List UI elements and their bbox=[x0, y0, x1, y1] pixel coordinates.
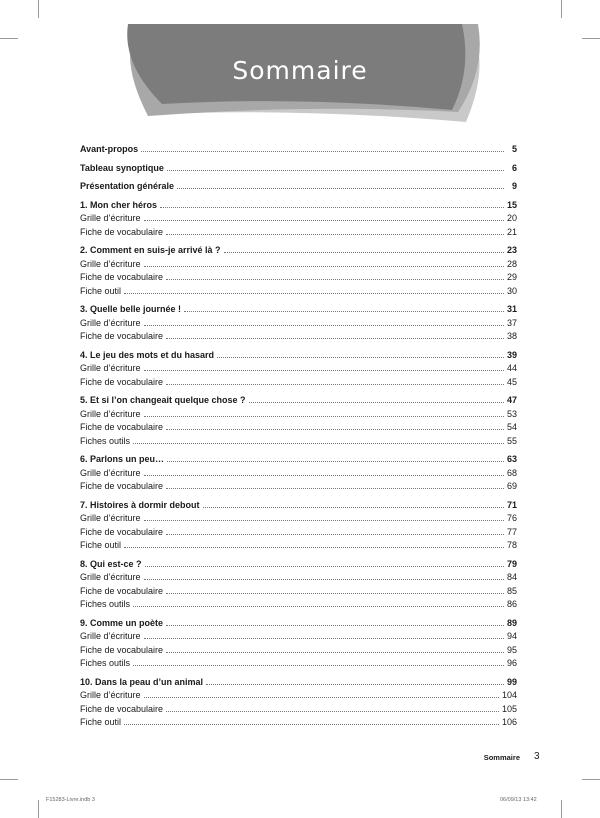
toc-sub-entry bbox=[80, 271, 517, 285]
toc-entry-label: 1. Mon cher héros bbox=[80, 199, 158, 210]
toc-entry-page: 79 bbox=[506, 558, 517, 569]
toc-section-entry bbox=[80, 303, 517, 317]
toc-entry-page: 95 bbox=[506, 644, 517, 655]
toc-section-entry bbox=[80, 617, 517, 631]
page-title: Sommaire bbox=[232, 56, 368, 85]
toc-sub-entry bbox=[80, 689, 517, 703]
toc-entry-page: 105 bbox=[501, 703, 517, 714]
toc-sub-entry bbox=[80, 657, 517, 671]
toc-entry-page: 78 bbox=[506, 540, 517, 550]
toc-entry-label: Fiches outils bbox=[80, 435, 131, 446]
dot-leader bbox=[166, 376, 504, 385]
toc-entry-page: 85 bbox=[506, 585, 517, 596]
toc-entry-page: 30 bbox=[506, 285, 517, 296]
page-number: 3 bbox=[534, 751, 540, 762]
toc-sub-entry bbox=[80, 435, 517, 449]
dot-leader bbox=[144, 258, 504, 267]
dot-leader bbox=[167, 453, 504, 462]
dot-leader bbox=[166, 585, 504, 594]
toc-entry-label: Fiche de vocabulaire bbox=[80, 585, 164, 596]
toc-sub-entry bbox=[80, 630, 517, 644]
toc-entry-label: Fiche de vocabulaire bbox=[80, 526, 164, 537]
toc-entry-label: Fiche de vocabulaire bbox=[80, 422, 164, 432]
dot-leader bbox=[224, 244, 504, 253]
toc-section-entry bbox=[80, 162, 517, 176]
toc-sub-entry bbox=[80, 376, 517, 390]
toc-entry-label: Grille d’écriture bbox=[80, 572, 141, 582]
toc-sub-entry bbox=[80, 408, 517, 422]
dot-leader bbox=[145, 558, 504, 567]
toc-entry-label: 5. Et si l’on changeait quelque chose ? bbox=[80, 395, 246, 405]
dot-leader bbox=[184, 303, 504, 312]
dot-leader bbox=[166, 703, 499, 712]
dot-leader bbox=[141, 143, 504, 152]
toc-sub-entry bbox=[80, 362, 517, 376]
toc-sub-entry bbox=[80, 539, 517, 553]
toc-sub-entry bbox=[80, 716, 517, 730]
toc-section-entry bbox=[80, 676, 517, 690]
title-banner bbox=[0, 0, 600, 140]
dot-leader bbox=[166, 226, 504, 235]
toc-sub-entry bbox=[80, 226, 517, 240]
toc-entry-label: Fiches outils bbox=[80, 599, 131, 609]
toc-entry-page: 86 bbox=[506, 599, 517, 609]
toc-entry-label: Fiche de vocabulaire bbox=[80, 272, 164, 282]
toc-entry-label: 3. Quelle belle journée ! bbox=[80, 304, 182, 314]
toc-entry-page: 106 bbox=[501, 717, 517, 727]
toc-entry-label: Fiche de vocabulaire bbox=[80, 226, 164, 237]
printer-slug-file: F15283-Livre.indb 3 bbox=[46, 797, 95, 803]
toc-section-entry bbox=[80, 199, 517, 213]
toc-entry-page: 20 bbox=[506, 213, 517, 223]
dot-leader bbox=[166, 480, 504, 489]
toc-entry-page: 23 bbox=[506, 245, 517, 255]
dot-leader bbox=[144, 362, 504, 371]
dot-leader bbox=[144, 689, 499, 698]
dot-leader bbox=[133, 435, 504, 444]
dot-leader bbox=[133, 598, 504, 607]
dot-leader bbox=[203, 499, 504, 508]
dot-leader bbox=[206, 676, 504, 685]
toc-entry-page: 77 bbox=[506, 526, 517, 537]
toc-entry-label: Grille d’écriture bbox=[80, 467, 141, 478]
toc-entry-page: 71 bbox=[506, 499, 517, 510]
toc-entry-label: 6. Parlons un peu… bbox=[80, 454, 165, 464]
dot-leader bbox=[144, 408, 504, 417]
dot-leader bbox=[166, 644, 504, 653]
toc-entry-label: Avant-propos bbox=[80, 144, 139, 154]
toc-entry-label: 10. Dans la peau d’un animal bbox=[80, 676, 204, 687]
toc-entry-label: 7. Histoires à dormir debout bbox=[80, 499, 200, 510]
dot-leader bbox=[124, 539, 504, 548]
toc-section-entry bbox=[80, 244, 517, 258]
toc-entry-page: 21 bbox=[506, 226, 517, 237]
dot-leader bbox=[144, 512, 504, 521]
dot-leader bbox=[177, 180, 504, 189]
toc-section-entry bbox=[80, 394, 517, 408]
toc-sub-entry bbox=[80, 585, 517, 599]
toc-sub-entry bbox=[80, 598, 517, 612]
toc-sub-entry bbox=[80, 480, 517, 494]
toc-entry-label: Fiche de vocabulaire bbox=[80, 331, 164, 341]
toc-sub-entry bbox=[80, 285, 517, 299]
toc-section-entry bbox=[80, 499, 517, 513]
toc-section-entry bbox=[80, 143, 517, 157]
toc-entry-page: 29 bbox=[506, 272, 517, 282]
toc-entry-page: 9 bbox=[511, 181, 517, 191]
toc-entry-label: Fiche outil bbox=[80, 717, 122, 727]
toc-entry-page: 39 bbox=[506, 349, 517, 360]
dot-leader bbox=[166, 526, 504, 535]
crop-mark bbox=[0, 779, 18, 780]
toc-entry-label: Fiche outil bbox=[80, 540, 122, 550]
dot-leader bbox=[167, 162, 504, 171]
toc-entry-page: 31 bbox=[506, 304, 517, 314]
toc-entry-page: 99 bbox=[506, 676, 517, 687]
toc-sub-entry bbox=[80, 317, 517, 331]
dot-leader bbox=[166, 617, 504, 626]
toc-entry-label: Fiche de vocabulaire bbox=[80, 481, 164, 491]
toc-entry-page: 5 bbox=[511, 144, 517, 154]
toc-entry-page: 44 bbox=[506, 363, 517, 373]
toc-entry-page: 38 bbox=[506, 331, 517, 341]
dot-leader bbox=[249, 394, 504, 403]
toc-sub-entry bbox=[80, 644, 517, 658]
toc-entry-label: Grille d’écriture bbox=[80, 408, 141, 419]
toc-entry-label: 8. Qui est-ce ? bbox=[80, 558, 142, 569]
crop-mark bbox=[38, 800, 39, 818]
toc-entry-label: Présentation générale bbox=[80, 181, 175, 191]
toc-section-entry bbox=[80, 180, 517, 194]
toc-sub-entry bbox=[80, 258, 517, 272]
toc-entry-page: 55 bbox=[506, 435, 517, 446]
toc-entry-label: Fiche de vocabulaire bbox=[80, 644, 164, 655]
toc-entry-page: 63 bbox=[506, 454, 517, 464]
toc-section-entry bbox=[80, 453, 517, 467]
toc-entry-page: 94 bbox=[506, 631, 517, 641]
toc-entry-page: 76 bbox=[506, 513, 517, 523]
toc-sub-entry bbox=[80, 467, 517, 481]
dot-leader bbox=[160, 199, 504, 208]
dot-leader bbox=[166, 271, 504, 280]
toc-sub-entry bbox=[80, 512, 517, 526]
toc-entry-label: Grille d’écriture bbox=[80, 258, 141, 269]
running-footer-label: Sommaire bbox=[483, 753, 520, 762]
dot-leader bbox=[124, 285, 504, 294]
toc-entry-label: Tableau synoptique bbox=[80, 162, 164, 173]
toc-sub-entry bbox=[80, 526, 517, 540]
toc-entry-label: Grille d’écriture bbox=[80, 513, 141, 523]
toc-sub-entry bbox=[80, 330, 517, 344]
toc-section-entry bbox=[80, 349, 517, 363]
toc-entry-page: 89 bbox=[506, 617, 517, 628]
toc-sub-entry bbox=[80, 212, 517, 226]
toc-entry-label: Fiche de vocabulaire bbox=[80, 376, 164, 387]
toc-sub-entry bbox=[80, 703, 517, 717]
printer-slug-date: 06/09/13 13:42 bbox=[500, 797, 537, 803]
dot-leader bbox=[133, 657, 504, 666]
toc-entry-label: Fiche de vocabulaire bbox=[80, 703, 164, 714]
toc-entry-page: 69 bbox=[506, 481, 517, 491]
toc-entry-label: Grille d’écriture bbox=[80, 213, 141, 223]
toc-entry-label: Grille d’écriture bbox=[80, 631, 141, 641]
toc-entry-page: 28 bbox=[506, 258, 517, 269]
dot-leader bbox=[166, 421, 504, 430]
toc-entry-label: Fiches outils bbox=[80, 658, 131, 668]
toc-entry-page: 84 bbox=[506, 572, 517, 582]
toc-entry-page: 104 bbox=[501, 690, 517, 700]
toc-entry-page: 96 bbox=[506, 658, 517, 668]
toc-entry-label: 9. Comme un poète bbox=[80, 617, 164, 628]
toc-entry-page: 53 bbox=[506, 408, 517, 419]
toc-entry-page: 47 bbox=[506, 395, 517, 405]
table-of-contents bbox=[80, 143, 517, 730]
dot-leader bbox=[144, 467, 504, 476]
toc-entry-label: 2. Comment en suis-je arrivé là ? bbox=[80, 245, 221, 255]
toc-entry-label: Grille d’écriture bbox=[80, 363, 141, 373]
dot-leader bbox=[144, 317, 504, 326]
crop-mark bbox=[561, 800, 562, 818]
toc-entry-page: 37 bbox=[506, 317, 517, 328]
toc-entry-label: 4. Le jeu des mots et du hasard bbox=[80, 349, 215, 360]
crop-mark bbox=[582, 779, 600, 780]
dot-leader bbox=[217, 349, 504, 358]
toc-entry-label: Grille d’écriture bbox=[80, 690, 141, 700]
dot-leader bbox=[144, 571, 504, 580]
dot-leader bbox=[144, 630, 504, 639]
dot-leader bbox=[144, 212, 504, 221]
dot-leader bbox=[124, 716, 499, 725]
toc-entry-page: 45 bbox=[506, 376, 517, 387]
toc-sub-entry bbox=[80, 571, 517, 585]
toc-entry-page: 6 bbox=[511, 162, 517, 173]
toc-section-entry bbox=[80, 558, 517, 572]
toc-entry-label: Fiche outil bbox=[80, 285, 122, 296]
toc-entry-page: 15 bbox=[506, 199, 517, 210]
toc-sub-entry bbox=[80, 421, 517, 435]
toc-entry-page: 68 bbox=[506, 467, 517, 478]
dot-leader bbox=[166, 330, 504, 339]
toc-entry-page: 54 bbox=[506, 422, 517, 432]
toc-entry-label: Grille d’écriture bbox=[80, 317, 141, 328]
